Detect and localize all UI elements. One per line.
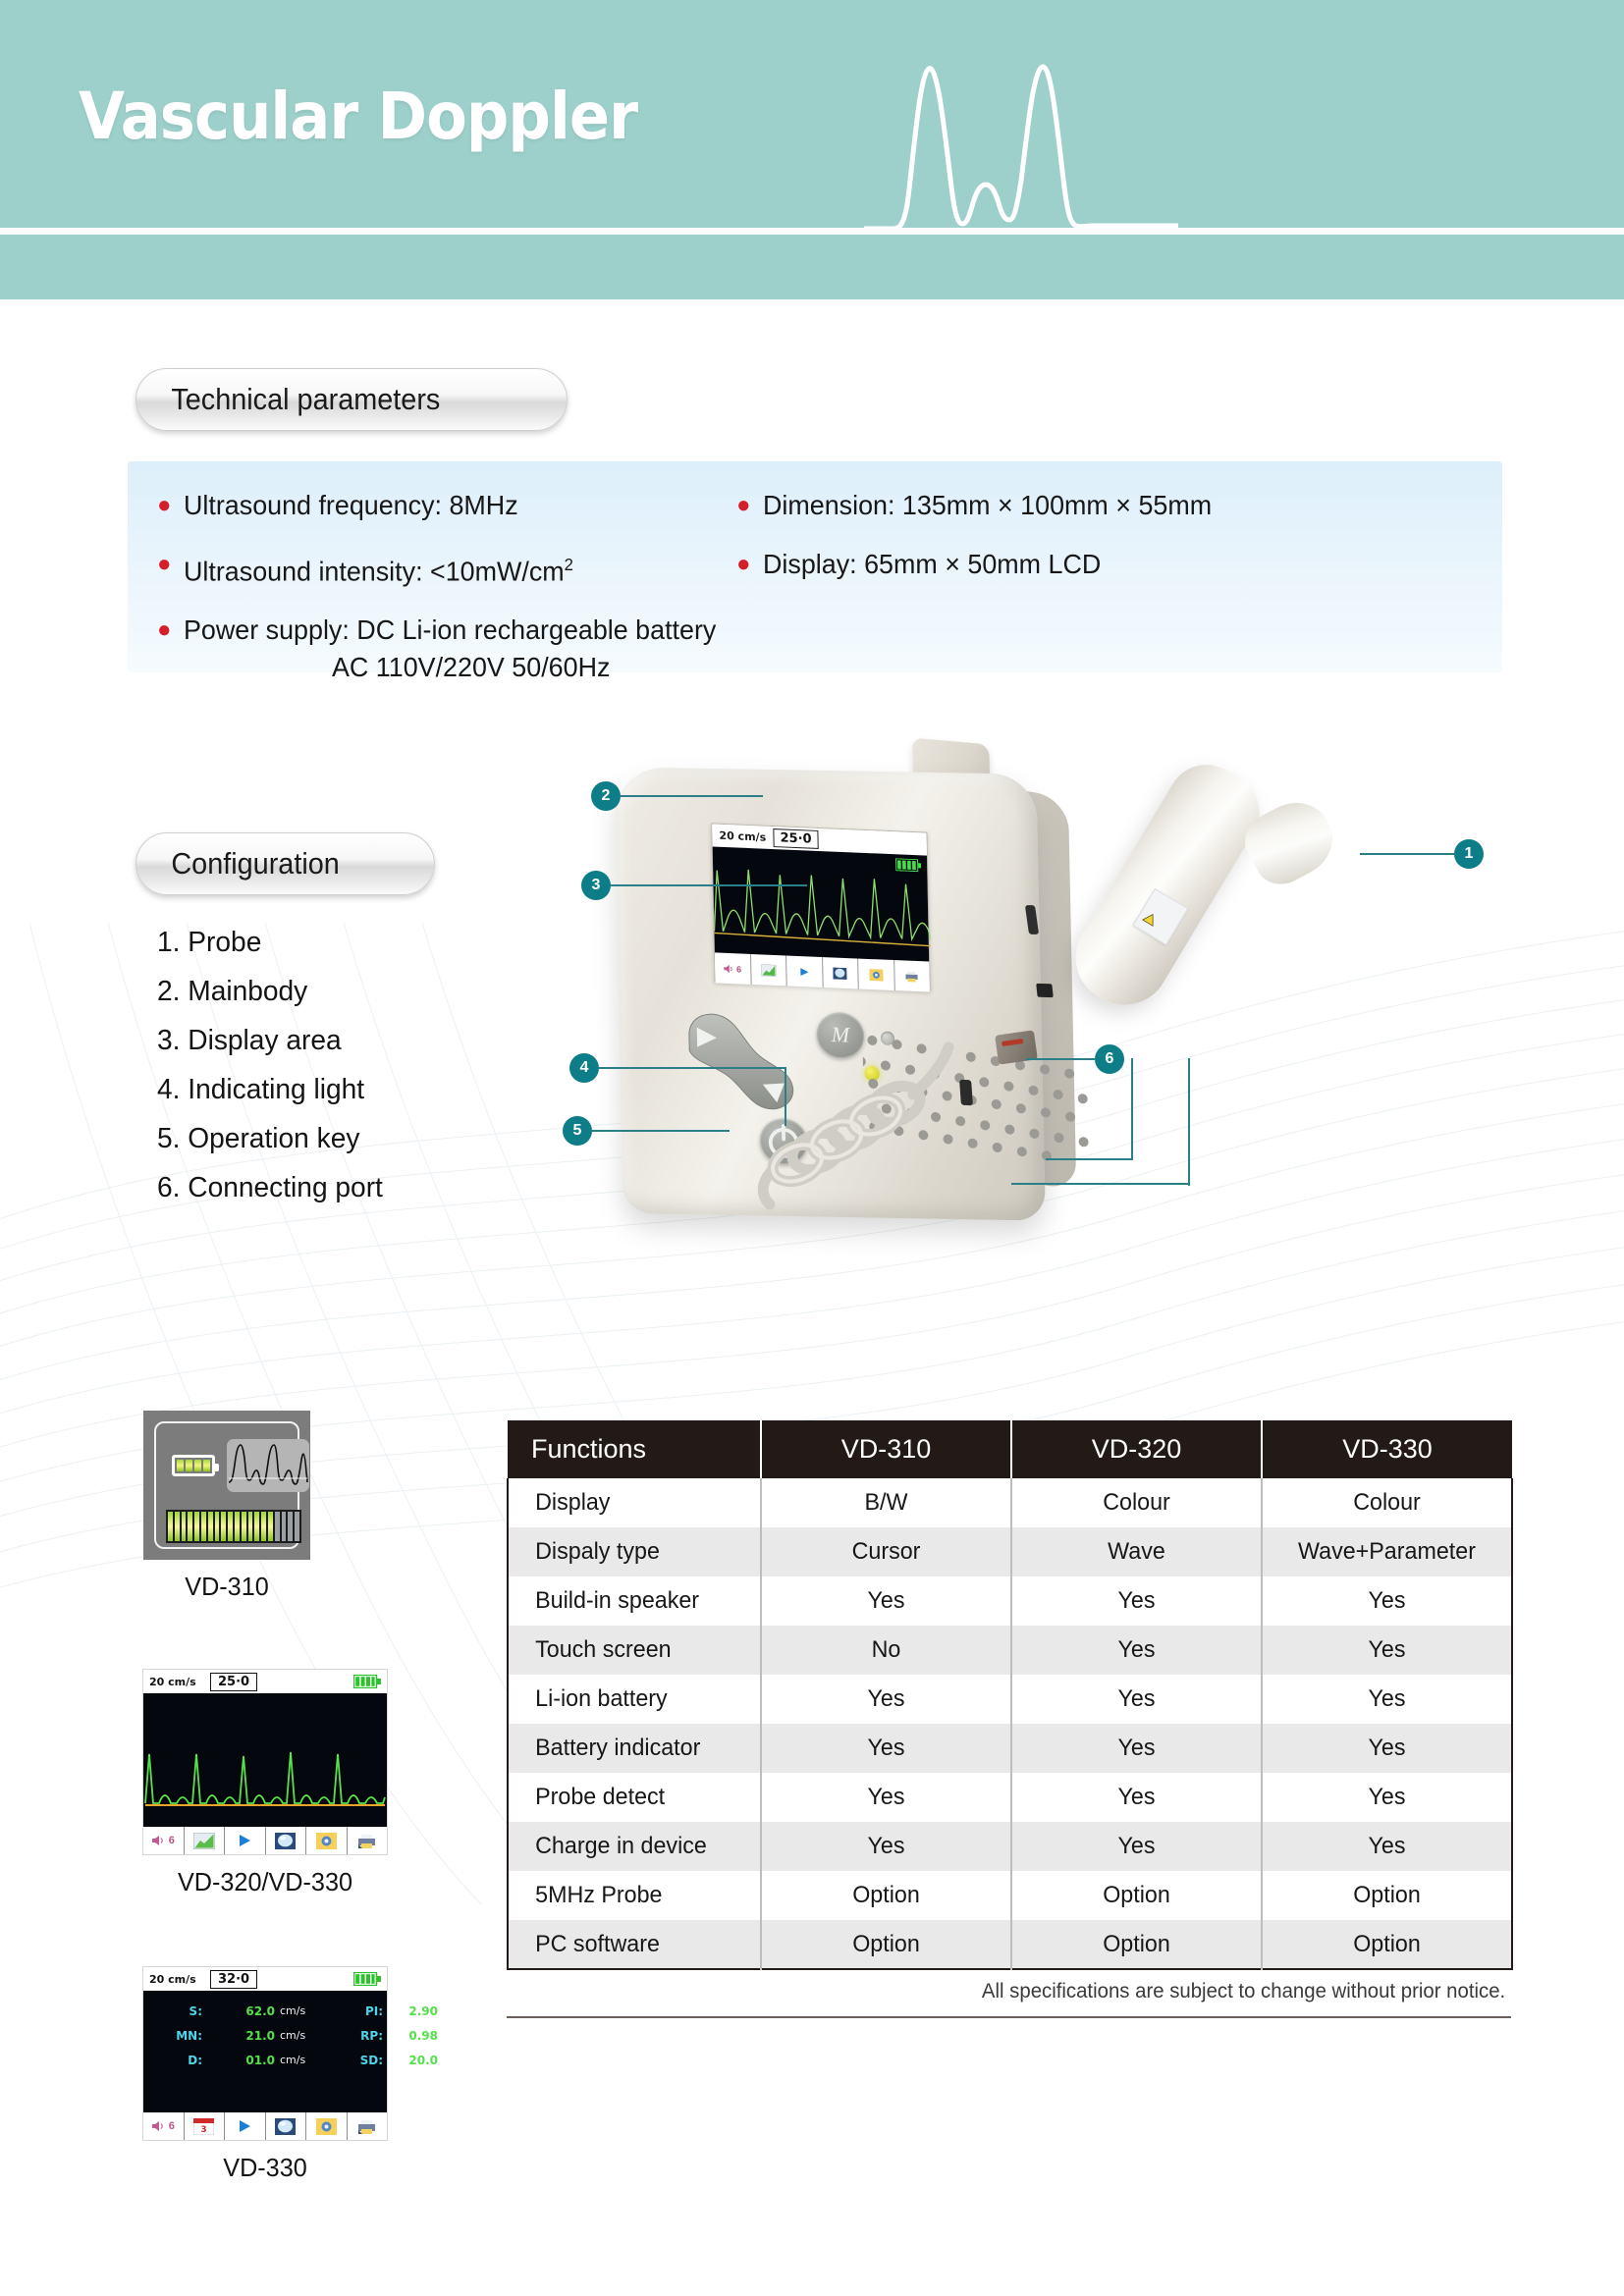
vd320-button-speaker-volume[interactable] [143, 1827, 185, 1854]
comparison-table-wrapper [507, 1420, 1511, 1970]
vd320-status-bar [143, 1670, 387, 1693]
mode-key-M[interactable]: M [816, 1012, 864, 1058]
cell-vd330: Yes [1368, 1636, 1406, 1663]
technical-parameters-panel [128, 461, 1502, 683]
vd330-parameter-area [143, 1991, 438, 2112]
vd320-screen-mock [142, 1669, 388, 1855]
vd320-velocity-unit: 20 cm/s [149, 1676, 196, 1688]
thumbnail-vd310-caption: VD-310 [185, 1572, 269, 1601]
spec-frequency-text: Ultrasound frequency: 8MHz [183, 490, 518, 520]
vd330-button-speaker-volume[interactable] [143, 2112, 185, 2140]
cell-vd310: Option [765, 1920, 1007, 1969]
callout-4-indicating-light: 4 [569, 1053, 599, 1083]
vd320-toolbar [143, 1827, 387, 1854]
product-photo [550, 687, 1620, 1306]
table-row [508, 1822, 1512, 1871]
cell-function: Touch screen [512, 1626, 757, 1675]
vd330-status-bar [143, 1967, 387, 1991]
vd320-button-print[interactable] [348, 1827, 388, 1854]
spec-column-left [157, 489, 737, 684]
thumbnail-vd320-vd330 [142, 1669, 398, 1897]
param-row2-key2: RP: [360, 2029, 383, 2043]
cell-vd310: Yes [765, 1576, 1007, 1626]
zoom-lens-icon [834, 967, 847, 980]
bullet-dot-icon: ● [157, 616, 172, 644]
vd310-waveform-box [227, 1439, 309, 1492]
callout-5-operation-key: 5 [563, 1116, 592, 1146]
play-triangle-icon [236, 1833, 253, 1848]
table-row [508, 1773, 1512, 1822]
vd330-depth-value: 32·0 [210, 1970, 257, 1989]
connecting-port-bottom [959, 1080, 973, 1105]
zoom-lens-icon [275, 1833, 296, 1849]
spec-intensity-text: Ultrasound intensity: $<10mW/cm^2$ [183, 555, 573, 587]
cell-function: Li-ion battery [512, 1675, 757, 1724]
spec-item-intensity [157, 548, 737, 588]
vd330-velocity-unit: 20 cm/s [149, 1973, 196, 1986]
lcd-button-play[interactable] [786, 955, 823, 988]
vd310-level-bargraph [166, 1510, 301, 1543]
callout-2-mainbody: 2 [591, 781, 621, 811]
thumbnail-vd320-vd330-caption: VD-320/VD-330 [177, 1867, 353, 1896]
param-row2-key: MN: [176, 2029, 202, 2043]
param-row1-unit: cm/s [280, 2004, 306, 2017]
callout-3-display-area: 3 [581, 871, 611, 900]
callout-6-connecting-port: 6 [1095, 1044, 1124, 1074]
vd320-waveform-area [143, 1693, 387, 1827]
cell-vd320: Yes [1015, 1675, 1258, 1724]
technical-parameters-heading [135, 368, 568, 431]
cell-vd310: Yes [765, 1675, 1007, 1724]
lcd-button-settings[interactable] [858, 959, 894, 991]
bullet-dot-icon: ● [157, 551, 172, 577]
printer-icon [356, 1833, 377, 1849]
vd320-button-settings[interactable] [306, 1827, 348, 1854]
cell-vd330: Option [1353, 1882, 1421, 1908]
settings-gear-icon [316, 2118, 337, 2135]
vd320-button-play[interactable] [225, 1827, 266, 1854]
vd310-screen-mock [143, 1411, 310, 1560]
battery-full-icon [895, 858, 921, 872]
settings-gear-icon [869, 968, 883, 981]
printer-icon [356, 2118, 377, 2135]
vd330-volume-level: 6 [168, 2120, 175, 2132]
vd330-button-print[interactable] [348, 2112, 388, 2140]
probe-tip [1236, 790, 1345, 894]
banner-divider-rule [0, 228, 1624, 235]
lcd-button-waveform[interactable] [750, 954, 786, 987]
table-row [508, 1871, 1512, 1920]
bullet-dot-icon: ● [736, 551, 751, 577]
cell-vd310: Option [765, 1871, 1007, 1920]
vd320-button-zoom[interactable] [266, 1827, 307, 1854]
connecting-port-mid [1036, 984, 1054, 997]
printer-icon [905, 970, 919, 983]
footer-divider-rule [507, 2016, 1511, 2018]
config-item-operation-key: 5. Operation key [157, 1123, 360, 1154]
cell-vd330: Yes [1368, 1685, 1406, 1712]
thumbnail-vd310 [143, 1411, 399, 1602]
spec-power-second-line: AC 110V/220V 50/60Hz [332, 652, 611, 683]
play-triangle-icon [236, 2118, 253, 2134]
speaker-volume-icon [152, 1835, 166, 1846]
lcd-volume-level: 6 [735, 963, 742, 975]
waveform-chart-icon [761, 964, 776, 977]
thumbnail-vd330 [142, 1966, 438, 2183]
lcd-button-zoom[interactable] [823, 957, 859, 989]
cell-vd330: Yes [1368, 1587, 1406, 1614]
callout-2-leader-line [621, 795, 763, 797]
cell-function: Display [512, 1478, 757, 1527]
play-triangle-icon [797, 965, 810, 978]
configuration-list [157, 918, 390, 1212]
cell-vd330: Wave+Parameter [1298, 1538, 1476, 1565]
specifications-disclaimer: All specifications are subject to change without prior notice. [981, 1980, 1506, 2002]
callout-5-leader-line [592, 1130, 730, 1132]
config-item-display-area: 3. Display area [157, 1025, 342, 1056]
vd330-button-play[interactable] [225, 2112, 266, 2140]
technical-parameters-label: Technical parameters [171, 382, 441, 416]
bullet-dot-icon: ● [157, 492, 172, 518]
thumbnail-vd330-caption: VD-330 [223, 2153, 307, 2182]
page-title: Vascular Doppler [79, 79, 638, 154]
vd320-volume-level: 6 [168, 1835, 175, 1846]
battery-indicator-icon [172, 1455, 215, 1476]
page-header-banner [0, 0, 1624, 299]
configuration-heading [135, 832, 435, 895]
cell-vd310: No [765, 1626, 1007, 1675]
cell-vd310: Yes [765, 1724, 1007, 1773]
ecg-waveform-icon [864, 57, 1178, 239]
config-item-connecting-port: 6. Connecting port [157, 1172, 383, 1203]
callout-1-probe: 1 [1454, 839, 1484, 869]
cell-function: Battery indicator [512, 1724, 757, 1773]
spec-item-dimension [736, 489, 1230, 522]
cell-function: Dispaly type [512, 1527, 757, 1576]
cell-vd330: Yes [1368, 1784, 1406, 1810]
configuration-label: Configuration [171, 846, 340, 881]
cell-vd330: Option [1353, 1930, 1421, 1957]
battery-full-icon [353, 1675, 381, 1688]
cell-vd320: Yes [1015, 1626, 1258, 1675]
cell-vd320: Yes [1015, 1822, 1258, 1871]
lcd-button-print[interactable] [894, 960, 930, 991]
callout-6-leader-vline2 [1188, 1058, 1190, 1186]
device-lcd-display [711, 823, 931, 990]
waveform-chart-icon [193, 1833, 215, 1849]
spec-intensity-superscript: 2 [564, 555, 573, 574]
cell-vd330: Yes [1368, 1735, 1406, 1761]
vd320-button-waveform[interactable] [185, 1827, 226, 1854]
cell-vd320: Colour [1015, 1478, 1258, 1527]
svg-text:3: 3 [200, 2124, 207, 2135]
callout-6-leader-line [1026, 1058, 1095, 1060]
param-row2-value: 21.0 [245, 2029, 275, 2043]
callout-1-leader-line [1360, 853, 1454, 855]
probe-body [1059, 750, 1274, 1022]
spec-power-text: Power supply: DC Li-ion rechargeable battery [183, 614, 716, 646]
cell-function: 5MHz Probe [512, 1871, 757, 1920]
cell-vd320: Yes [1015, 1773, 1258, 1822]
cell-vd310: Yes [765, 1822, 1007, 1871]
cell-vd320: Yes [1015, 1576, 1258, 1626]
settings-gear-icon [316, 1833, 337, 1849]
config-item-indicating-light: 4. Indicating light [157, 1074, 365, 1105]
spec-dimension-text: Dimension: 135mm × 100mm × 55mm [762, 490, 1212, 520]
param-row3-key: D: [188, 2054, 202, 2067]
column-header-vd330: VD-330 [1262, 1420, 1512, 1478]
lcd-depth-value: 25·0 [773, 828, 819, 849]
zoom-lens-icon [275, 2118, 296, 2135]
cell-function: Build-in speaker [512, 1576, 757, 1626]
param-row3-value: 01.0 [245, 2054, 275, 2067]
battery-full-icon [353, 1972, 381, 1986]
cell-function: PC software [512, 1920, 757, 1969]
vd330-button-zoom[interactable] [266, 2112, 307, 2140]
vd330-button-settings[interactable] [306, 2112, 348, 2140]
param-row2-unit: cm/s [280, 2029, 306, 2042]
callout-4-leader-vline [785, 1067, 786, 1126]
cell-vd330: Yes [1368, 1833, 1406, 1859]
spec-item-frequency [157, 489, 737, 522]
table-header-row [508, 1420, 1512, 1478]
vd310-waveform-icon [227, 1439, 309, 1492]
table-row [508, 1576, 1512, 1626]
table-row [508, 1920, 1512, 1969]
callout-6-leader-line2 [1046, 1158, 1132, 1160]
table-row [508, 1724, 1512, 1773]
comparison-table [507, 1420, 1513, 1970]
lcd-velocity-unit: 20 cm/s [719, 828, 767, 844]
vd330-button-calendar[interactable] [185, 2112, 226, 2140]
param-row1-value: 62.0 [245, 2004, 275, 2018]
cell-vd320: Option [1015, 1871, 1258, 1920]
param-row3-key2: SD: [359, 2054, 383, 2067]
cell-vd310: Cursor [765, 1527, 1007, 1576]
callout-4-leader-line [599, 1067, 785, 1069]
param-row1-key2: PI: [364, 2004, 383, 2018]
cell-vd310: Yes [765, 1773, 1007, 1822]
callout-6-leader-vline [1131, 1058, 1133, 1160]
column-header-vd310: VD-310 [761, 1420, 1011, 1478]
callout-6-leader-line3 [1011, 1183, 1190, 1185]
lcd-waveform-area [713, 846, 930, 961]
vd320-doppler-waveform [143, 1693, 387, 1827]
cell-vd320: Option [1015, 1920, 1258, 1969]
spec-item-power [157, 614, 737, 647]
probe-coiled-cable [756, 1026, 992, 1212]
param-row3-value2: 20.0 [408, 2054, 438, 2067]
table-row [508, 1626, 1512, 1675]
cell-function: Probe detect [512, 1773, 757, 1822]
bullet-dot-icon: ● [736, 492, 751, 518]
warning-triangle-icon [1141, 910, 1159, 927]
spec-column-right [736, 489, 1230, 607]
vd330-parameter-grid [143, 1991, 438, 2067]
config-item-probe: 1. Probe [157, 927, 262, 958]
spec-item-display [736, 548, 1230, 581]
callout-3-leader-line [611, 884, 807, 886]
spec-display-text: Display: 65mm × 50mm LCD [762, 549, 1101, 579]
cell-vd320: Wave [1015, 1527, 1258, 1576]
param-row3-unit: cm/s [280, 2054, 306, 2066]
vd330-toolbar [143, 2112, 387, 2140]
speaker-volume-icon [724, 963, 734, 973]
cell-function: Charge in device [512, 1822, 757, 1871]
cell-vd310: B/W [765, 1478, 1007, 1527]
param-row1-key: S: [189, 2004, 202, 2018]
speaker-volume-icon [152, 2120, 166, 2132]
doppler-probe [1080, 726, 1394, 1050]
table-row [508, 1527, 1512, 1576]
param-row1-value2: 2.90 [408, 2004, 438, 2018]
vd310-screen-inner [154, 1421, 299, 1549]
vd320-depth-value: 25·0 [210, 1673, 257, 1691]
lcd-button-speaker-volume[interactable] [715, 952, 751, 985]
table-row [508, 1478, 1512, 1527]
vd330-screen-mock [142, 1966, 438, 2141]
param-row2-value2: 0.98 [408, 2029, 438, 2043]
column-header-functions: Functions [508, 1420, 761, 1478]
cell-vd320: Yes [1015, 1724, 1258, 1773]
cell-vd330: Colour [1353, 1489, 1421, 1516]
config-item-mainbody: 2. Mainbody [157, 976, 308, 1007]
table-row [508, 1675, 1512, 1724]
column-header-vd320: VD-320 [1011, 1420, 1262, 1478]
calendar-icon [193, 2118, 214, 2135]
